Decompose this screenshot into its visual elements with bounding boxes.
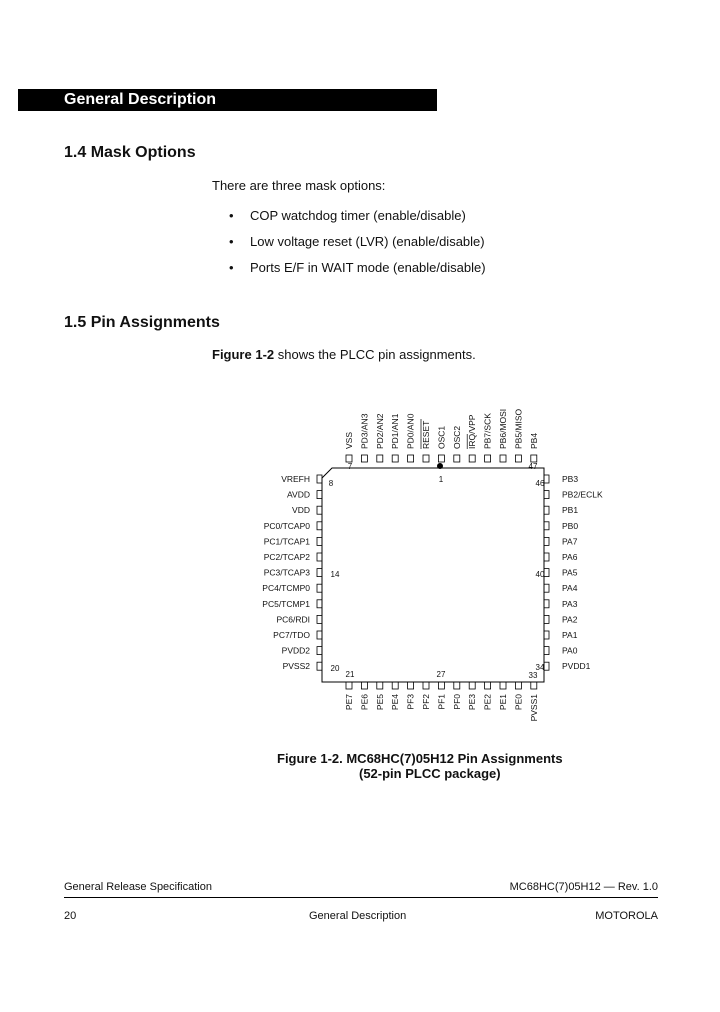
pin-pb2-eclk <box>544 491 549 499</box>
pin-label-pa3: PA3 <box>562 598 578 609</box>
bullet-marker: • <box>229 260 234 275</box>
pin-label-vrefh: VREFH <box>281 474 310 484</box>
pin-osc1 <box>438 455 444 462</box>
pin-label-pf1: PF1 <box>436 694 447 710</box>
pin-label-pe4: PE4 <box>390 694 401 711</box>
pin-label-pb2-eclk: PB2/ECLK <box>562 489 603 500</box>
pin-avdd <box>317 491 322 499</box>
pin-osc2 <box>454 455 460 462</box>
footer-company: MOTOROLA <box>595 910 658 922</box>
pin-label-pf3: PF3 <box>405 694 416 710</box>
bullet-marker: • <box>229 234 234 249</box>
pin-pc7-tdo <box>317 631 322 639</box>
pin-pb0 <box>544 522 549 530</box>
footer-section-name: General Description <box>309 910 407 922</box>
mask-options-intro: There are three mask options: <box>212 178 386 193</box>
pin-label-pa2: PA2 <box>562 614 578 625</box>
pin-label-pf2: PF2 <box>421 694 431 710</box>
pin-label-pf0: PF0 <box>451 694 462 710</box>
pin-pc4-tcmp0 <box>317 584 322 592</box>
pin-number-47: 47 <box>528 462 538 471</box>
pin-number-34: 34 <box>535 663 545 672</box>
pin-label-pb4: PB4 <box>528 432 539 449</box>
footer-doc-type: General Release Specification <box>64 881 212 893</box>
pin-label-osc1: OSC1 <box>436 425 447 449</box>
pin-label-irq-vpp: IRQ/VPP <box>467 414 478 449</box>
pin-pvss2 <box>317 662 322 670</box>
pin-label-pe5: PE5 <box>374 694 385 711</box>
pin-label-vdd: VDD <box>292 505 310 516</box>
pin-pc3-tcap3 <box>317 569 322 577</box>
pin-label-pvdd2: PVDD2 <box>281 645 310 656</box>
pin-label-pe0: PE0 <box>513 694 524 711</box>
pin-label-pe7: PE7 <box>344 694 354 711</box>
pin-pvss1 <box>531 682 537 689</box>
pin-label-reset: RESET <box>421 420 431 449</box>
pin-label-osc2: OSC2 <box>451 425 462 449</box>
pin-label-pc7-tdo: PC7/TDO <box>273 630 310 640</box>
pin-vrefh <box>317 475 322 483</box>
pin-pe5 <box>377 682 383 689</box>
pin-pb6-mosi <box>500 455 506 462</box>
package-outline <box>322 468 544 682</box>
pin-pf2 <box>423 682 429 689</box>
pin-number-33: 33 <box>528 671 538 680</box>
pin-vdd <box>317 506 322 514</box>
page-number: 20 <box>64 910 77 922</box>
pin-pe6 <box>361 682 367 689</box>
pin-pb5-miso <box>515 455 521 462</box>
pin-number-7: 7 <box>347 462 353 471</box>
pin-number-14: 14 <box>330 570 340 579</box>
pin-pd1-an1 <box>392 455 398 462</box>
pin-pc1-tcap1 <box>317 537 322 545</box>
pin-pf0 <box>454 682 460 689</box>
pin-label-pc2-tcap2: PC2/TCAP2 <box>263 552 310 562</box>
pin-label-pd1-an1: PD1/AN1 <box>390 413 401 449</box>
footer-part-revision: MC68HC(7)05H12 — Rev. 1.0 <box>509 881 658 893</box>
pin-pc5-tcmp1 <box>317 600 322 608</box>
pin-pb4 <box>531 455 537 462</box>
right-pins <box>544 474 603 671</box>
pin-label-pe3: PE3 <box>467 694 478 711</box>
top-pins <box>344 408 539 462</box>
pin-label-pb5-miso: PB5/MISO <box>513 408 524 449</box>
pin-pc6-rdi <box>317 615 322 623</box>
pin-pd0-an0 <box>408 455 414 462</box>
pin-label-pa1: PA1 <box>562 630 578 640</box>
pin-vss <box>346 455 352 462</box>
pin1-dot <box>437 463 443 469</box>
pin-pa7 <box>544 537 549 545</box>
pin-label-pd3-an3: PD3/AN3 <box>359 413 370 449</box>
pin-pf3 <box>408 682 414 689</box>
bullet-marker: • <box>229 208 234 223</box>
pin-pa0 <box>544 647 549 655</box>
pin-assignments-intro-text: shows the PLCC pin assignments. <box>274 347 476 362</box>
pin-label-pa7: PA7 <box>562 536 578 547</box>
bottom-pins <box>344 682 539 721</box>
figure-caption-subtitle: (52-pin PLCC package) <box>359 766 501 781</box>
pin-pb3 <box>544 475 549 483</box>
section-banner-title: General Description <box>64 91 217 108</box>
pin-label-pa0: PA0 <box>562 645 578 656</box>
bullet-item-lvr: Low voltage reset (LVR) (enable/disable) <box>250 234 485 249</box>
pin-pd2-an2 <box>377 455 383 462</box>
bullet-item-cop: COP watchdog timer (enable/disable) <box>250 208 466 223</box>
pin-label-pc6-rdi: PC6/RDI <box>276 614 310 625</box>
footer-divider <box>64 897 658 898</box>
pin-number-40: 40 <box>535 570 545 579</box>
pin-pa5 <box>544 569 549 577</box>
pin-pe0 <box>515 682 521 689</box>
pin-label-pb7-sck: PB7/SCK <box>482 413 493 449</box>
pin-number-8: 8 <box>328 479 334 488</box>
pin-pd3-an3 <box>361 455 367 462</box>
pin-number-27: 27 <box>436 670 446 679</box>
pin-pe1 <box>500 682 506 689</box>
pin-reset <box>423 455 429 462</box>
pin-label-pc4-tcmp0: PC4/TCMP0 <box>262 583 310 594</box>
pin-pe4 <box>392 682 398 689</box>
figure-caption: Figure 1-2. MC68HC(7)05H12 Pin Assignments <box>277 751 563 766</box>
pin-number-46: 46 <box>535 479 545 488</box>
pin-label-avdd: AVDD <box>287 489 310 500</box>
pin-pb7-sck <box>485 455 491 462</box>
mask-options-heading: 1.4 Mask Options <box>64 144 196 161</box>
pin-label-pb0: PB0 <box>562 520 579 531</box>
pin-label-pvdd1: PVDD1 <box>562 661 591 672</box>
pin-label-pc0-tcap0: PC0/TCAP0 <box>263 520 310 531</box>
pin-number-21: 21 <box>345 670 355 679</box>
pin-label-vss: VSS <box>344 431 354 449</box>
left-pins <box>262 474 322 671</box>
pin-label-pc1-tcap1: PC1/TCAP1 <box>263 536 310 547</box>
pin-label-pc3-tcap3: PC3/TCAP3 <box>263 567 310 578</box>
pin-label-pa6: PA6 <box>562 552 578 562</box>
pin-label-pvss2: PVSS2 <box>282 661 310 672</box>
pin-pa1 <box>544 631 549 639</box>
pin-pvdd1 <box>544 662 549 670</box>
pin-pa4 <box>544 584 549 592</box>
pin-number-20: 20 <box>330 664 340 673</box>
pin-label-pb3: PB3 <box>562 474 579 484</box>
pin-pvdd2 <box>317 647 322 655</box>
pin-pc2-tcap2 <box>317 553 322 561</box>
pin-pe3 <box>469 682 475 689</box>
pin-pe2 <box>485 682 491 689</box>
pin-label-pa4: PA4 <box>562 583 578 594</box>
pin-pe7 <box>346 682 352 689</box>
pin-label-pe1: PE1 <box>498 694 508 711</box>
bullet-item-wait: Ports E/F in WAIT mode (enable/disable) <box>250 260 486 275</box>
pin-label-pc5-tcmp1: PC5/TCMP1 <box>262 598 310 609</box>
pin-label-pa5: PA5 <box>562 567 578 578</box>
pin-label-pd2-an2: PD2/AN2 <box>374 413 385 449</box>
pin-label-pd0-an0: PD0/AN0 <box>405 413 416 449</box>
figure-reference: Figure 1-2 <box>212 347 275 362</box>
pin-label-pb6-mosi: PB6/MOSI <box>498 408 508 449</box>
pin-pa3 <box>544 600 549 608</box>
pin-assignments-heading: 1.5 Pin Assignments <box>64 314 220 331</box>
pin-label-pb1: PB1 <box>562 505 579 516</box>
pin-label-pe2: PE2 <box>482 694 493 711</box>
pin-pa6 <box>544 553 549 561</box>
pin-label-pe6: PE6 <box>359 694 370 711</box>
pin-pc0-tcap0 <box>317 522 322 530</box>
pin-label-pvss1: PVSS1 <box>528 694 539 722</box>
pin-pb1 <box>544 506 549 514</box>
pin-pa2 <box>544 615 549 623</box>
pin-irq-vpp <box>469 455 475 462</box>
pin-number-1: 1 <box>438 475 444 484</box>
pin-pf1 <box>438 682 444 689</box>
